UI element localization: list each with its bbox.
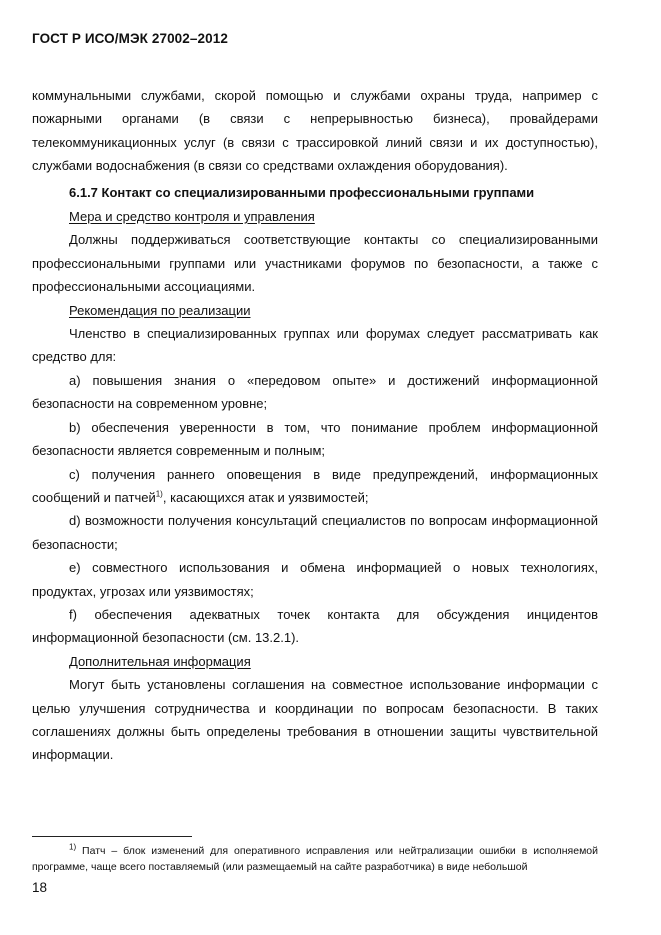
guidance-intro: Членство в специализированных группах или форумах следует рассматривать как средство для: xyxy=(32,326,598,365)
other-info-label: Дополнительная информация xyxy=(69,653,251,669)
footnote-marker: 1) xyxy=(69,842,77,852)
list-item-e: e) совместного использования и обмена информацией о новых технологиях, продуктах, угрозах или уязвимостях; xyxy=(32,560,598,599)
other-info-paragraph: Могут быть установлены соглашения на совместное использование информации с целью улучшения сотрудничества и координации по вопросам безопасности. В таких соглашениях должны быть определены требования в отношении защиты чувствительной информации. xyxy=(32,677,598,763)
list-item-c: c) получения раннего оповещения в виде предупреждений, информационных сообщений и патчей$^{1)}$, касающихся атак и уязвимостей; xyxy=(32,466,598,505)
list-item-f: f) обеспечения адекватных точек контакта для обсуждения инцидентов информационной безопасности (см. 13.2.1). xyxy=(32,606,598,646)
continuation-paragraph: коммунальными службами, скорой помощью и службами охраны труда, например с пожарными органами (в связи с непрерывностью бизнеса), провайдерами телекоммуникационных услуг (в связи с трассировкой линий связи и их доступностью), службами водоснабжения (в связи со средствами охлаждения оборудования). xyxy=(32,88,598,174)
control-label: Мера и средство контроля и управления xyxy=(69,209,315,225)
page-number: 18 xyxy=(32,880,48,895)
control-paragraph: Должны поддерживаться соответствующие контакты со специализированными профессиональными группами или участниками форумов по безопасности, а также с профессиональными ассоциациями. xyxy=(32,232,598,295)
guidance-label: Рекомендация по реализации xyxy=(69,302,251,318)
section-heading: 6.1.7 Контакт со специализированными профессиональными группами xyxy=(69,184,535,200)
list-item-d: d) возможности получения консультаций специалистов по вопросам информационной безопасности; xyxy=(32,513,598,552)
list-item-a: a) повышения знания о «передовом опыте» и достижений информационной безопасности на современном уровне; xyxy=(32,372,598,412)
footnote-text: Патч – блок изменений для оперативного исправления или нейтрализации ошибки в исполняемой программе, чаще всего поставляемый (или размещаемый на сайте разработчика) в виде небольшой xyxy=(32,845,598,873)
main-text xyxy=(32,84,598,767)
footnote-ref: 1) xyxy=(155,489,163,499)
document-header: ГОСТ Р ИСО/МЭК 27002–2012 xyxy=(32,31,228,46)
footnote-divider xyxy=(32,836,192,837)
footnote xyxy=(32,843,598,875)
list-item-b: b) обеспечения уверенности в том, что понимание проблем информационной безопасности является современным и полным; xyxy=(32,419,598,459)
